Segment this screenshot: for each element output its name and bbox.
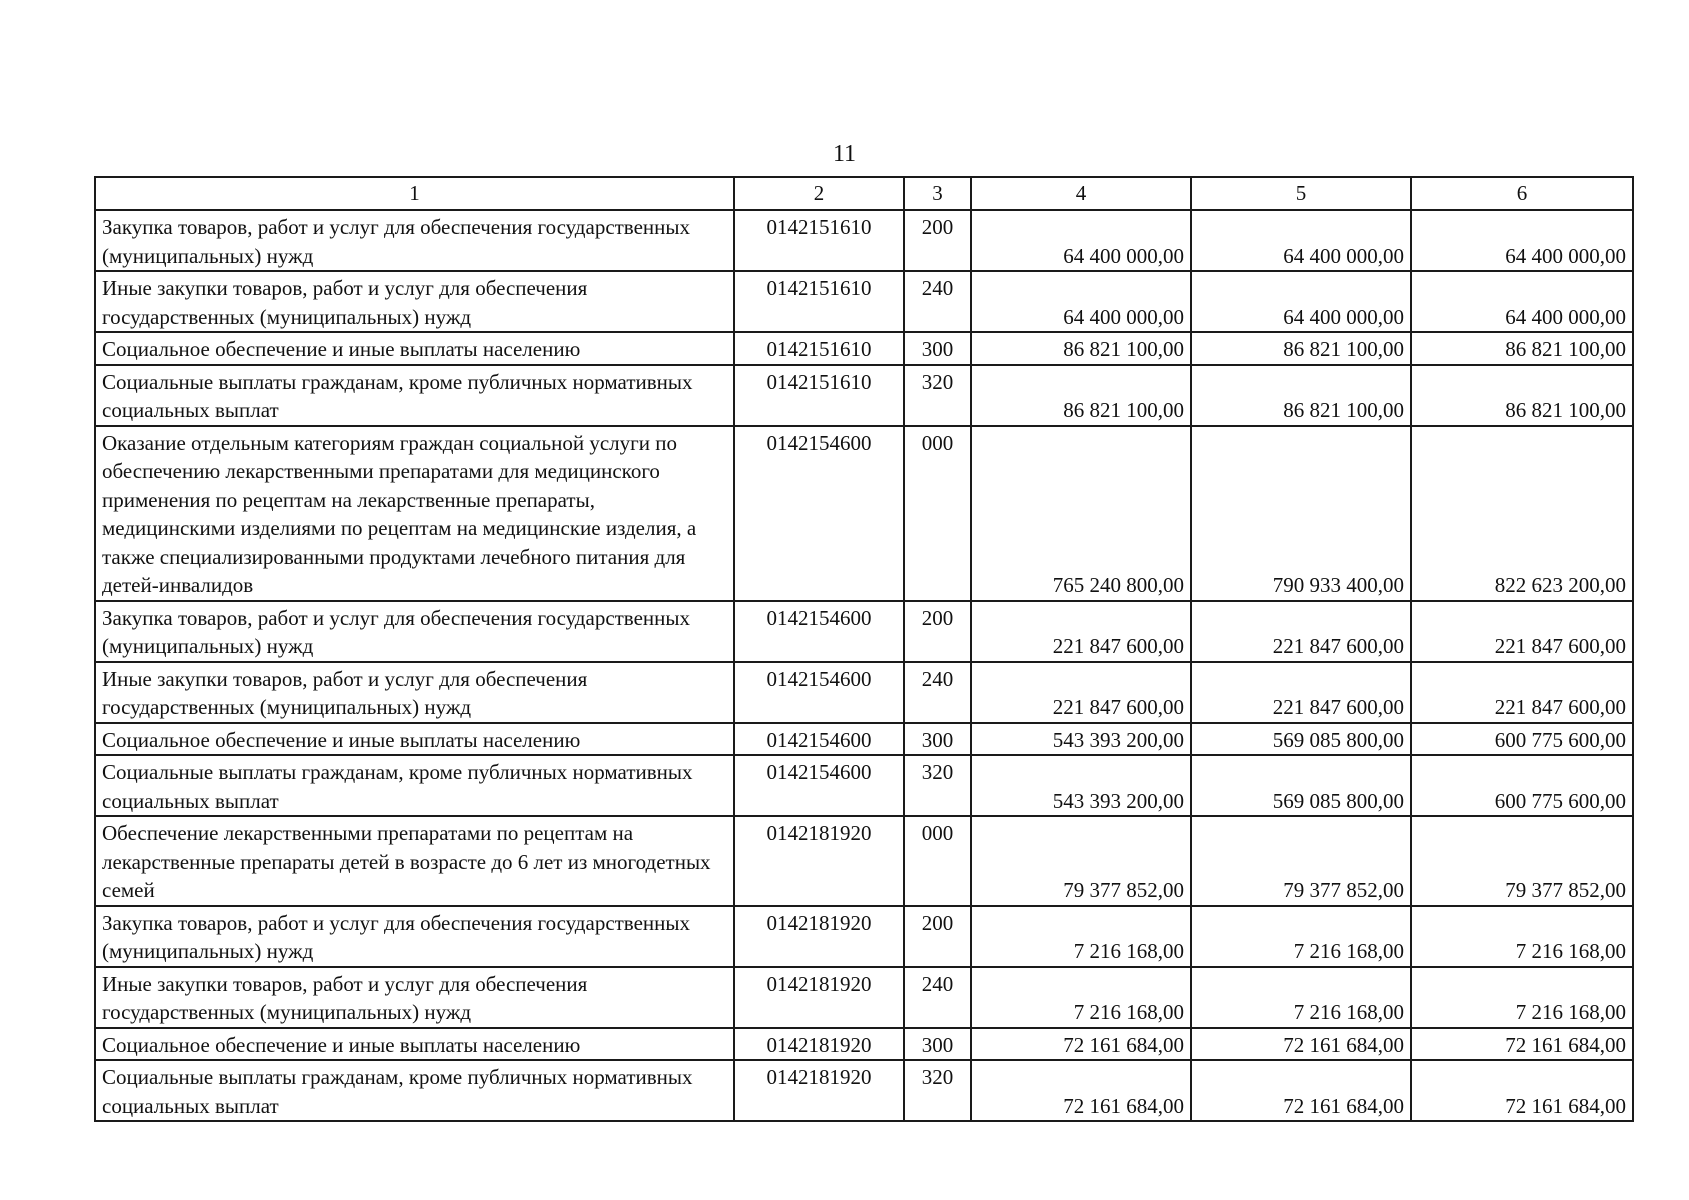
row-amount-col5: 7 216 168,00 (1191, 967, 1411, 1028)
row-amount-col6: 64 400 000,00 (1411, 271, 1633, 332)
table-row (95, 967, 1633, 1028)
row-amount-col5: 64 400 000,00 (1191, 271, 1411, 332)
row-code: 0142151610 (734, 332, 904, 365)
row-name: Социальные выплаты гражданам, кроме публичных нормативных социальных выплат (95, 1060, 734, 1121)
row-code: 0142181920 (734, 967, 904, 1028)
row-expense-type: 200 (904, 906, 971, 967)
row-amount-col4: 7 216 168,00 (971, 967, 1191, 1028)
row-amount-col6: 600 775 600,00 (1411, 755, 1633, 816)
table-row (95, 755, 1633, 816)
row-expense-type: 200 (904, 210, 971, 271)
row-amount-col6: 86 821 100,00 (1411, 365, 1633, 426)
row-amount-col5: 64 400 000,00 (1191, 210, 1411, 271)
row-name: Закупка товаров, работ и услуг для обеспечения государственных (муниципальных) нужд (95, 210, 734, 271)
row-amount-col4: 543 393 200,00 (971, 723, 1191, 756)
row-amount-col6: 822 623 200,00 (1411, 426, 1633, 601)
row-code: 0142154600 (734, 723, 904, 756)
table-row (95, 816, 1633, 906)
row-amount-col6: 600 775 600,00 (1411, 723, 1633, 756)
row-code: 0142181920 (734, 906, 904, 967)
page-number: 11 (832, 141, 857, 167)
row-name: Закупка товаров, работ и услуг для обеспечения государственных (муниципальных) нужд (95, 601, 734, 662)
table-row (95, 426, 1633, 601)
row-amount-col4: 64 400 000,00 (971, 271, 1191, 332)
row-amount-col5: 79 377 852,00 (1191, 816, 1411, 906)
table-row (95, 906, 1633, 967)
row-expense-type: 320 (904, 1060, 971, 1121)
row-expense-type: 240 (904, 967, 971, 1028)
row-name: Обеспечение лекарственными препаратами по рецептам на лекарственные препараты детей в возрасте до 6 лет из многодетных семей (95, 816, 734, 906)
column-header-3: 3 (904, 177, 971, 210)
row-expense-type: 000 (904, 426, 971, 601)
row-name: Социальное обеспечение и иные выплаты населению (95, 723, 734, 756)
row-expense-type: 300 (904, 332, 971, 365)
row-expense-type: 200 (904, 601, 971, 662)
row-amount-col4: 72 161 684,00 (971, 1060, 1191, 1121)
row-code: 0142154600 (734, 755, 904, 816)
table-row (95, 723, 1633, 756)
row-amount-col6: 86 821 100,00 (1411, 332, 1633, 365)
row-code: 0142181920 (734, 1028, 904, 1061)
row-amount-col4: 221 847 600,00 (971, 601, 1191, 662)
row-amount-col5: 86 821 100,00 (1191, 365, 1411, 426)
row-amount-col5: 72 161 684,00 (1191, 1028, 1411, 1061)
row-amount-col4: 7 216 168,00 (971, 906, 1191, 967)
row-amount-col5: 221 847 600,00 (1191, 601, 1411, 662)
row-amount-col4: 765 240 800,00 (971, 426, 1191, 601)
row-name: Оказание отдельным категориям граждан социальной услуги по обеспечению лекарственными препаратами для медицинского применения по рецептам на лекарственные препараты, медицинскими изделиями по рецептам на медицинские изделия, а также специализированными продуктами лечебного питания для детей-инвалидов (95, 426, 734, 601)
row-amount-col4: 543 393 200,00 (971, 755, 1191, 816)
table-row (95, 332, 1633, 365)
row-name: Иные закупки товаров, работ и услуг для обеспечения государственных (муниципальных) нужд (95, 271, 734, 332)
row-code: 0142151610 (734, 210, 904, 271)
row-expense-type: 320 (904, 755, 971, 816)
row-amount-col6: 64 400 000,00 (1411, 210, 1633, 271)
row-expense-type: 300 (904, 723, 971, 756)
table-row (95, 210, 1633, 271)
column-header-5: 5 (1191, 177, 1411, 210)
row-amount-col4: 221 847 600,00 (971, 662, 1191, 723)
row-name: Социальное обеспечение и иные выплаты населению (95, 1028, 734, 1061)
row-expense-type: 300 (904, 1028, 971, 1061)
row-amount-col4: 86 821 100,00 (971, 365, 1191, 426)
row-expense-type: 000 (904, 816, 971, 906)
row-code: 0142154600 (734, 426, 904, 601)
row-amount-col5: 7 216 168,00 (1191, 906, 1411, 967)
row-amount-col4: 86 821 100,00 (971, 332, 1191, 365)
row-amount-col4: 72 161 684,00 (971, 1028, 1191, 1061)
row-name: Социальные выплаты гражданам, кроме публичных нормативных социальных выплат (95, 755, 734, 816)
row-code: 0142154600 (734, 601, 904, 662)
row-name: Социальные выплаты гражданам, кроме публичных нормативных социальных выплат (95, 365, 734, 426)
row-code: 0142181920 (734, 1060, 904, 1121)
row-amount-col6: 7 216 168,00 (1411, 906, 1633, 967)
row-amount-col5: 790 933 400,00 (1191, 426, 1411, 601)
row-amount-col6: 221 847 600,00 (1411, 662, 1633, 723)
row-name: Иные закупки товаров, работ и услуг для обеспечения государственных (муниципальных) нужд (95, 662, 734, 723)
row-expense-type: 240 (904, 271, 971, 332)
table-row (95, 365, 1633, 426)
column-header-2: 2 (734, 177, 904, 210)
table-row (95, 271, 1633, 332)
row-expense-type: 240 (904, 662, 971, 723)
row-code: 0142151610 (734, 365, 904, 426)
table-header (95, 177, 1633, 210)
header-row (95, 177, 1633, 210)
row-amount-col5: 569 085 800,00 (1191, 723, 1411, 756)
column-header-1: 1 (95, 177, 734, 210)
row-amount-col5: 569 085 800,00 (1191, 755, 1411, 816)
table-row (95, 662, 1633, 723)
column-header-6: 6 (1411, 177, 1633, 210)
row-amount-col4: 79 377 852,00 (971, 816, 1191, 906)
row-amount-col5: 72 161 684,00 (1191, 1060, 1411, 1121)
row-expense-type: 320 (904, 365, 971, 426)
row-amount-col5: 221 847 600,00 (1191, 662, 1411, 723)
table-body (95, 210, 1633, 1121)
row-amount-col6: 72 161 684,00 (1411, 1028, 1633, 1061)
row-name: Закупка товаров, работ и услуг для обеспечения государственных (муниципальных) нужд (95, 906, 734, 967)
row-code: 0142154600 (734, 662, 904, 723)
row-code: 0142181920 (734, 816, 904, 906)
row-name: Иные закупки товаров, работ и услуг для обеспечения государственных (муниципальных) нужд (95, 967, 734, 1028)
row-amount-col6: 221 847 600,00 (1411, 601, 1633, 662)
row-code: 0142151610 (734, 271, 904, 332)
row-amount-col5: 86 821 100,00 (1191, 332, 1411, 365)
budget-table (94, 176, 1634, 1122)
table-row (95, 1060, 1633, 1121)
table-row (95, 601, 1633, 662)
row-amount-col6: 72 161 684,00 (1411, 1060, 1633, 1121)
row-amount-col4: 64 400 000,00 (971, 210, 1191, 271)
row-name: Социальное обеспечение и иные выплаты населению (95, 332, 734, 365)
row-amount-col6: 79 377 852,00 (1411, 816, 1633, 906)
column-header-4: 4 (971, 177, 1191, 210)
row-amount-col6: 7 216 168,00 (1411, 967, 1633, 1028)
table-row (95, 1028, 1633, 1061)
